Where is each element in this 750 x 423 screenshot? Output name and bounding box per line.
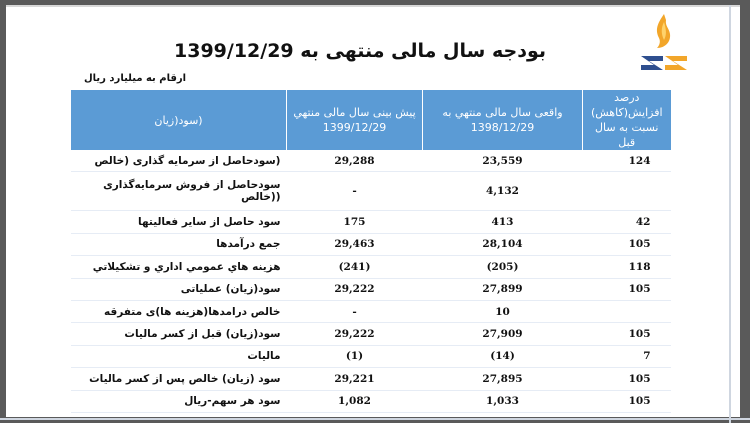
row-label: سود(زيان) قبل از کسر ماليات <box>71 323 287 345</box>
units-note: ارقام به میلیارد ریال <box>84 73 187 84</box>
row-label: هزينه هاي عمومي اداري و تشکيلاتي <box>71 256 287 278</box>
header-actual-1398: واقعی سال مالی منتهي به 1398/12/29 <box>423 90 583 150</box>
actual-cell: 27,899 <box>423 278 583 300</box>
actual-cell: (205) <box>423 256 583 278</box>
pct-cell: 118 <box>583 256 671 278</box>
actual-cell: 23,559 <box>423 150 583 172</box>
row-label: سود(زيان) عملياتی <box>71 278 287 300</box>
forecast-cell: 29,288 <box>287 150 423 172</box>
row-label: خالص درامدها(هزينه ها)ی متفرقه <box>71 300 287 322</box>
forecast-cell: 29,222 <box>287 278 423 300</box>
pct-cell: 105 <box>583 323 671 345</box>
header-pct-change: درصد افزايش(کاهش) نسبت به سال قبل <box>583 90 671 150</box>
actual-cell: 27,895 <box>423 368 583 390</box>
pct-cell <box>583 172 671 211</box>
table-row <box>71 300 671 322</box>
table-row <box>71 256 671 278</box>
company-logo-icon <box>635 12 693 74</box>
header-label: (سود(زيان <box>71 90 287 150</box>
table-row <box>71 323 671 345</box>
pct-cell: 7 <box>583 345 671 367</box>
header-forecast-1399: پیش بینی سال مالی منتهي 1399/12/29 <box>287 90 423 150</box>
forecast-cell: 29,221 <box>287 368 423 390</box>
frame-border-bottom <box>0 418 750 420</box>
table-row <box>71 368 671 390</box>
table-row <box>71 345 671 367</box>
table-row <box>71 233 671 255</box>
forecast-cell: (241) <box>287 256 423 278</box>
forecast-cell: (1) <box>287 345 423 367</box>
table-row <box>71 150 671 172</box>
forecast-cell: - <box>287 172 423 211</box>
row-label: سود هر سهم-ريال <box>71 390 287 412</box>
actual-cell: 413 <box>423 211 583 233</box>
pct-cell: 42 <box>583 211 671 233</box>
pct-cell: 105 <box>583 278 671 300</box>
pct-cell <box>583 300 671 322</box>
table-row <box>71 172 671 211</box>
forecast-cell: 1,082 <box>287 390 423 412</box>
table-row <box>71 278 671 300</box>
pct-cell: 124 <box>583 150 671 172</box>
forecast-cell: 29,463 <box>287 233 423 255</box>
table-row <box>71 390 671 412</box>
pct-cell: 105 <box>583 233 671 255</box>
actual-cell: 28,104 <box>423 233 583 255</box>
actual-cell: (14) <box>423 345 583 367</box>
row-label: سود (زيان) خالص پس از کسر ماليات <box>71 368 287 390</box>
row-label: سود حاصل از ساير فعاليتها <box>71 211 287 233</box>
forecast-cell: 29,222 <box>287 323 423 345</box>
forecast-cell: - <box>287 300 423 322</box>
table-header-row <box>71 90 671 150</box>
budget-table <box>70 90 671 413</box>
actual-cell: 4,132 <box>423 172 583 211</box>
actual-cell: 1,033 <box>423 390 583 412</box>
actual-cell: 10 <box>423 300 583 322</box>
forecast-cell: 175 <box>287 211 423 233</box>
pct-cell: 105 <box>583 368 671 390</box>
pct-cell: 105 <box>583 390 671 412</box>
page-title: بودجه سال مالی منتهی به 1399/12/29 <box>174 40 546 62</box>
row-label: ماليات <box>71 345 287 367</box>
row-label: (سودحاصل از سرمايه گذاری (خالص <box>71 150 287 172</box>
table-row <box>71 211 671 233</box>
budget-table-wrapper <box>70 90 670 413</box>
frame-border-right <box>729 5 731 423</box>
row-label: سودحاصل از فروش سرمایه‌گذاری ((خالص <box>71 172 287 211</box>
row-label: جمع درآمدها <box>71 233 287 255</box>
actual-cell: 27,909 <box>423 323 583 345</box>
